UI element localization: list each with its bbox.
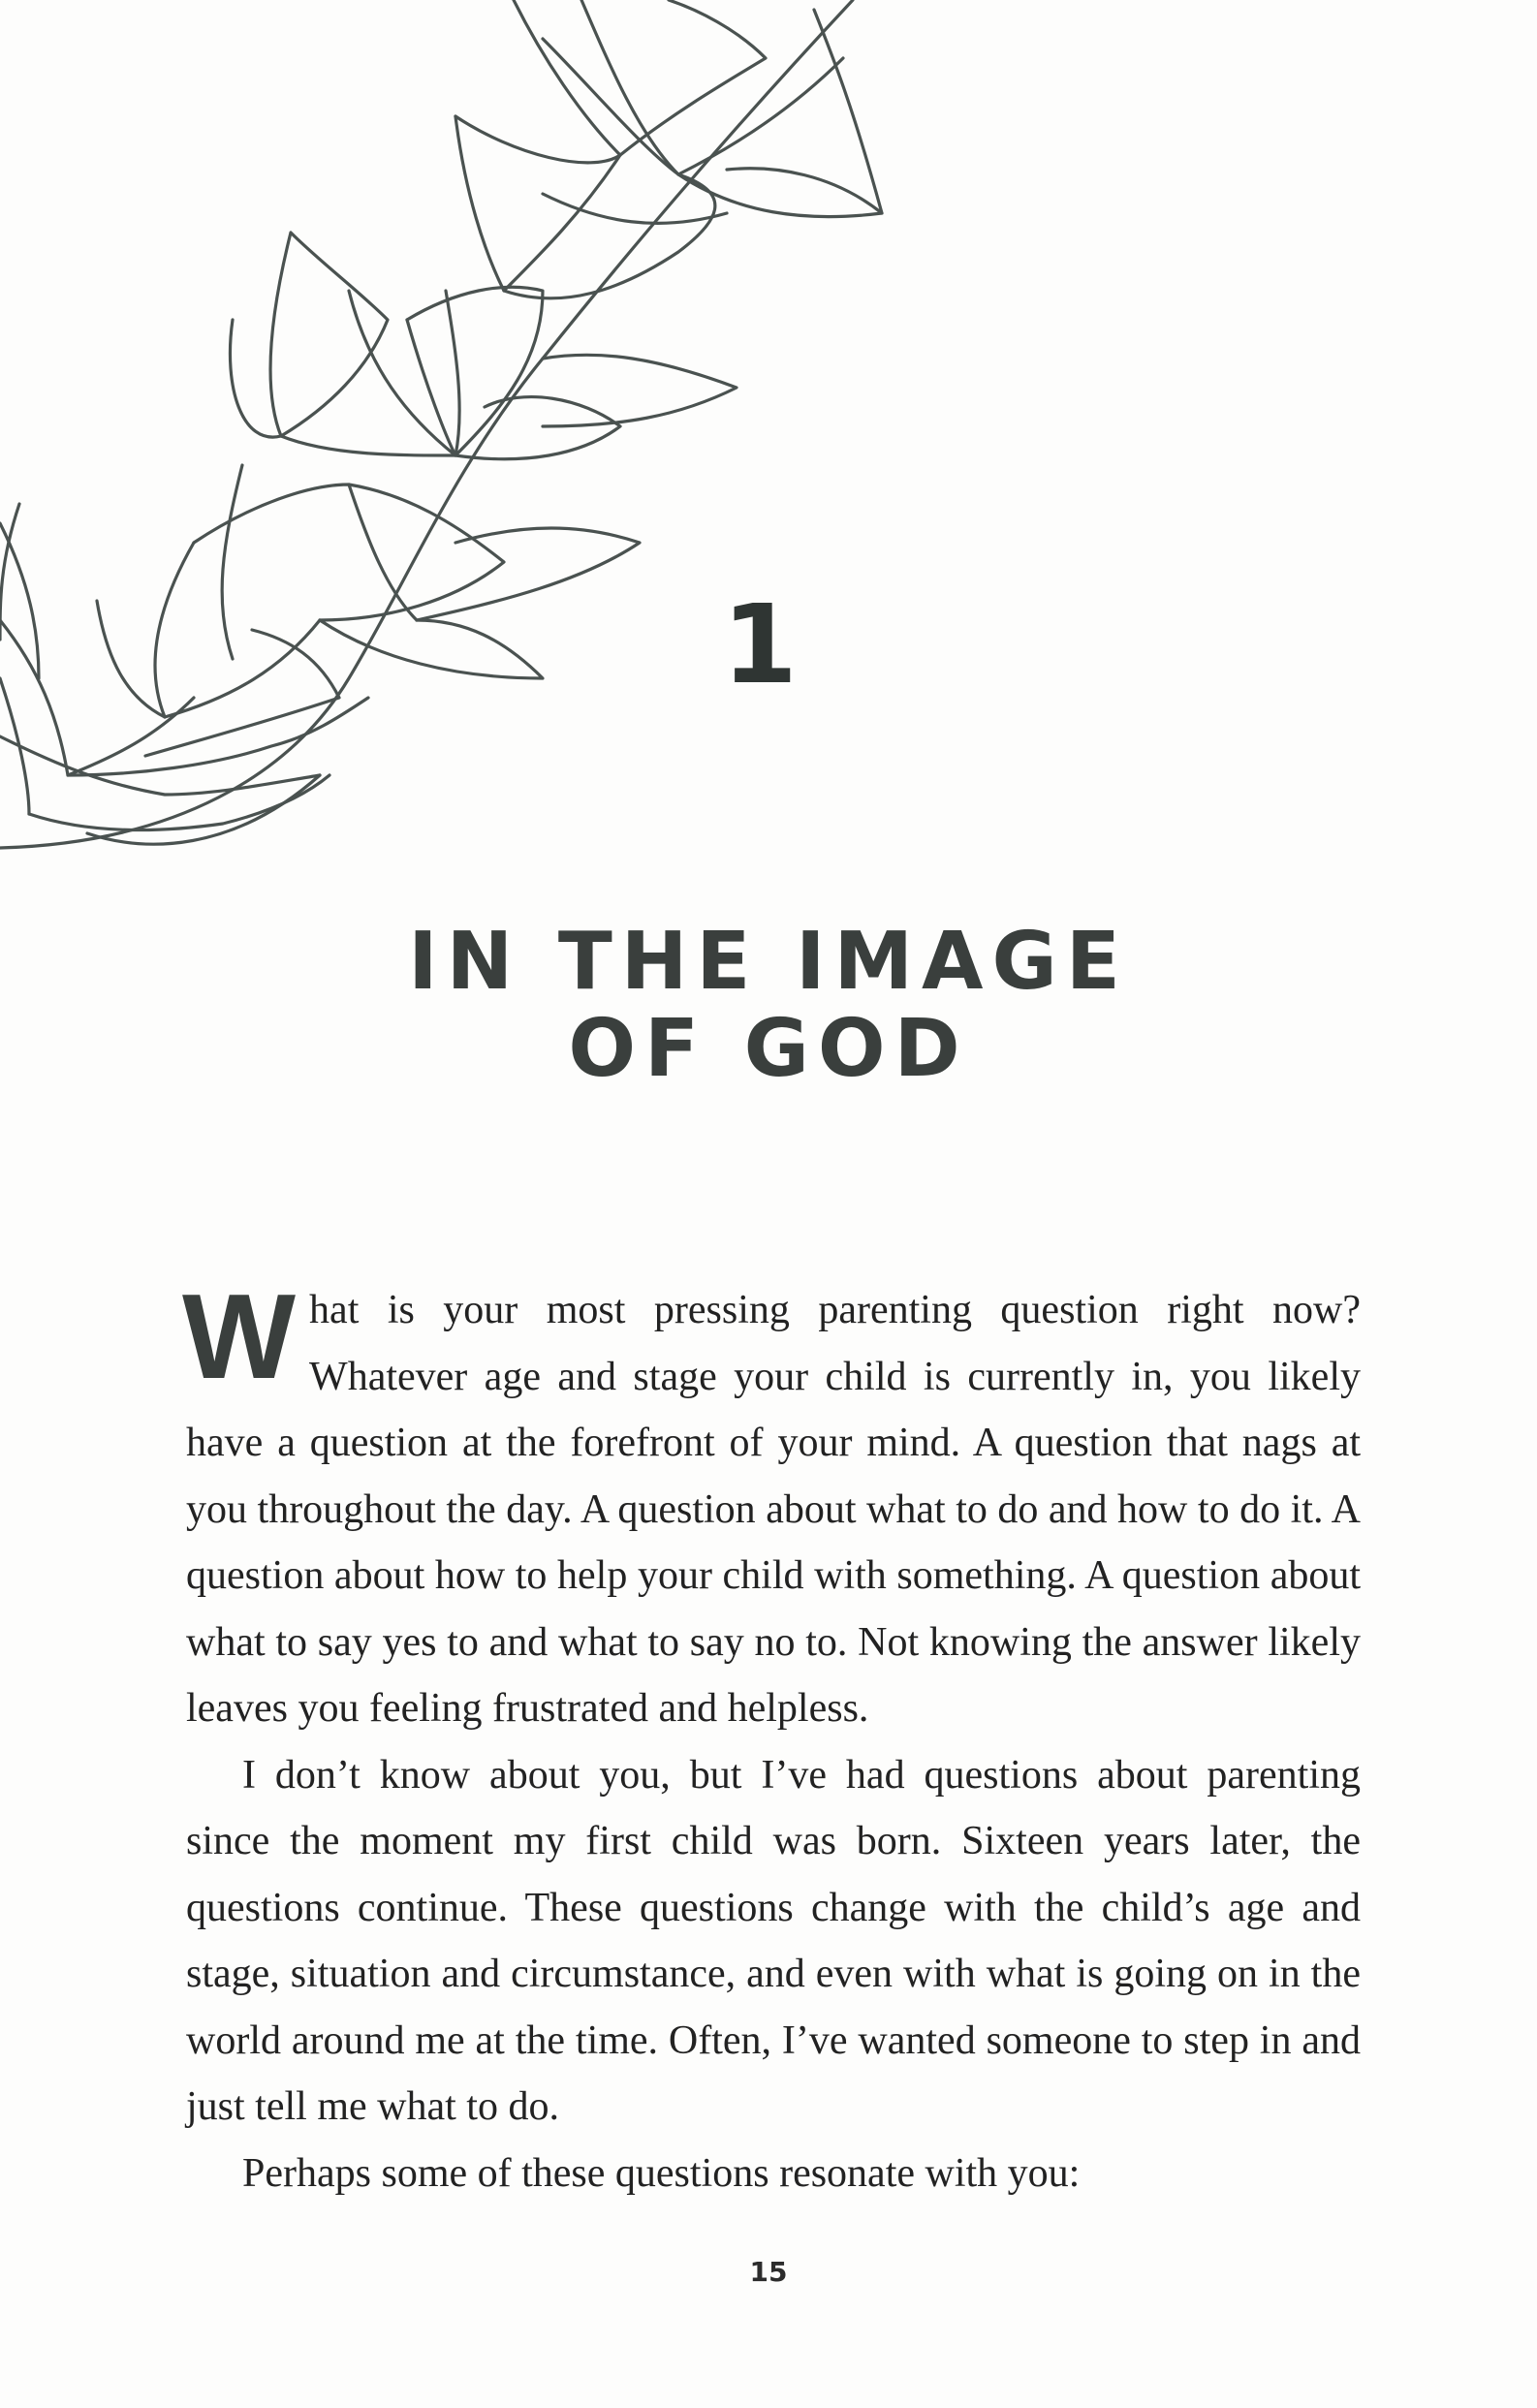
page-number: 15 xyxy=(749,2256,788,2288)
chapter-title xyxy=(0,916,1537,1095)
chapter-number: 1 xyxy=(722,582,798,708)
paragraph-2: I don’t know about you, but I’ve had questions about parenting since the moment my first child was born. Sixteen years later, the questions continue. These questions change with the child’s age and stage, situation and circumstance, and even with what is going on in the world around me at the time. Often, I’ve wanted someone to step in and just tell me what to do. xyxy=(186,1752,1361,2129)
chapter-title-line2: OF GOD xyxy=(568,1003,969,1095)
paragraph-3: Perhaps some of these questions resonate with you: xyxy=(242,2150,1081,2196)
paragraph-1-text: hat is your most pressing parenting question right now? Whatever age and stage your child is currently in, you likely have a question at the forefront of your mind. A question that nags at you throughout the day. A question about what to do and how to do it. A question about how to help your child with something. A question about what to say yes to and what to say no to. Not knowing the answer likely leaves you feeling frustrated and helpless. xyxy=(186,1288,1361,1731)
paragraph-1 xyxy=(182,1270,1361,1742)
drop-cap: W xyxy=(182,1270,297,1404)
body-text xyxy=(182,1270,1361,2206)
chapter-title-line1: IN THE IMAGE xyxy=(408,916,1129,1008)
leafy-branch-illustration xyxy=(0,0,930,872)
